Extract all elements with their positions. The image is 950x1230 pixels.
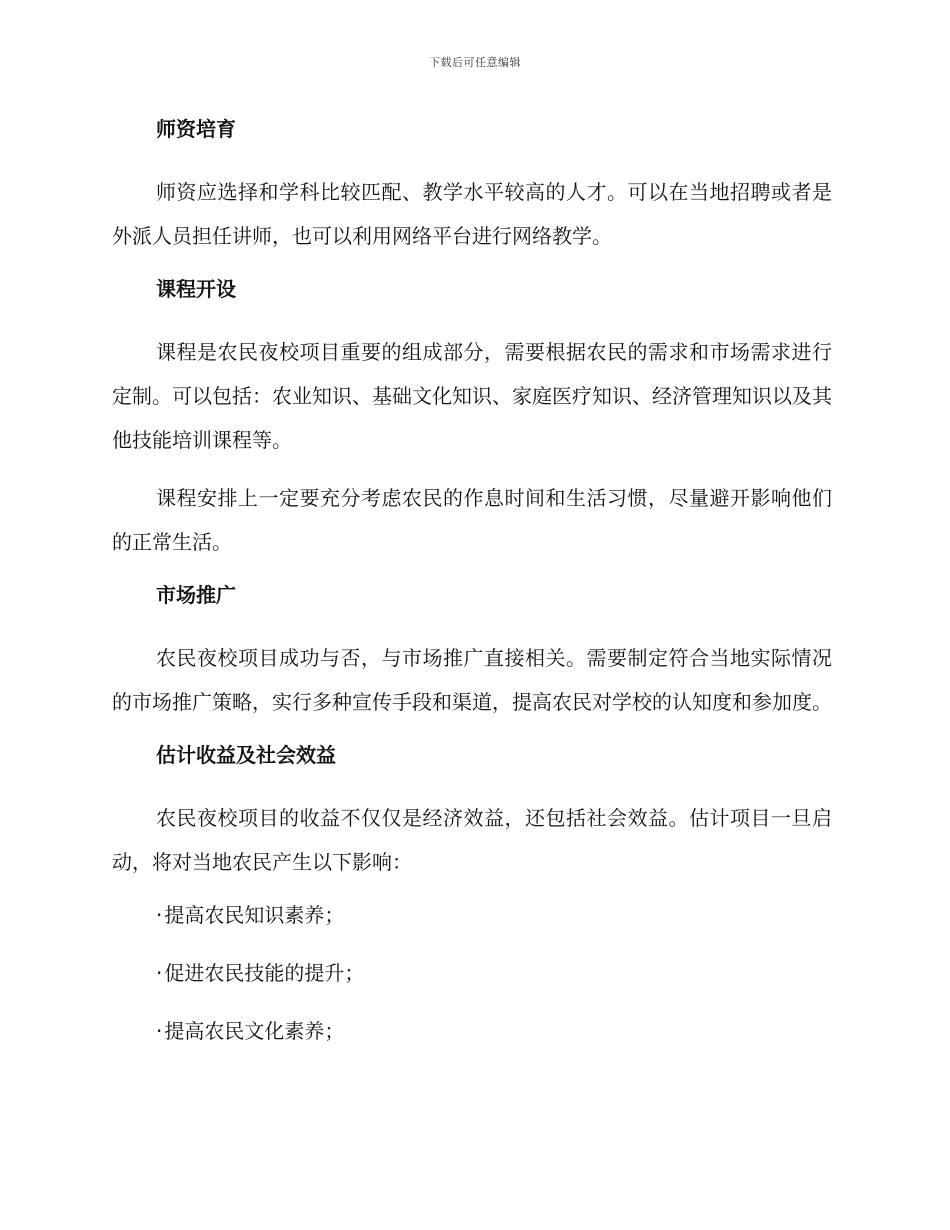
list-item-text: 提高农民文化素养； (164, 1019, 345, 1043)
list-item (112, 1014, 832, 1048)
section-heading-marketing: 市场推广 (156, 583, 236, 607)
paragraph-teacher-training: 师资应选择和学科比较匹配、教学水平较高的人才。可以在当地招聘或者是外派人员担任讲师，也可以利用网络平台进行网络教学。 (112, 180, 832, 248)
document-body (112, 112, 832, 1072)
section-heading-benefits: 估计收益及社会效益 (156, 743, 336, 767)
list-item-text: 提高农民知识素养； (164, 903, 345, 927)
bullet-marker: · (156, 1019, 163, 1043)
list-item (112, 898, 832, 932)
paragraph-benefits: 农民夜校项目的收益不仅仅是经济效益，还包括社会效益。估计项目一旦启动，将对当地农民产生以下影响： (112, 806, 832, 874)
paragraph-courses-2: 课程安排上一定要充分考虑农民的作息时间和生活习惯，尽量避开影响他们的正常生活。 (112, 486, 832, 554)
paragraph-courses-1: 课程是农民夜校项目重要的组成部分，需要根据农民的需求和市场需求进行定制。可以包括：农业知识、基础文化知识、家庭医疗知识、经济管理知识以及其他技能培训课程等。 (112, 340, 832, 452)
bullet-marker: · (156, 961, 163, 985)
paragraph-marketing: 农民夜校项目成功与否，与市场推广直接相关。需要制定符合当地实际情况的市场推广策略，实行多种宣传手段和渠道，提高农民对学校的认知度和参加度。 (112, 646, 832, 714)
list-item (112, 956, 832, 990)
section-heading-teacher-training: 师资培育 (156, 117, 236, 141)
bullet-marker: · (156, 903, 163, 927)
list-item-text: 促进农民技能的提升； (164, 961, 365, 985)
page-header: 下载后可任意编辑 (429, 56, 521, 69)
section-heading-courses: 课程开设 (156, 277, 236, 301)
